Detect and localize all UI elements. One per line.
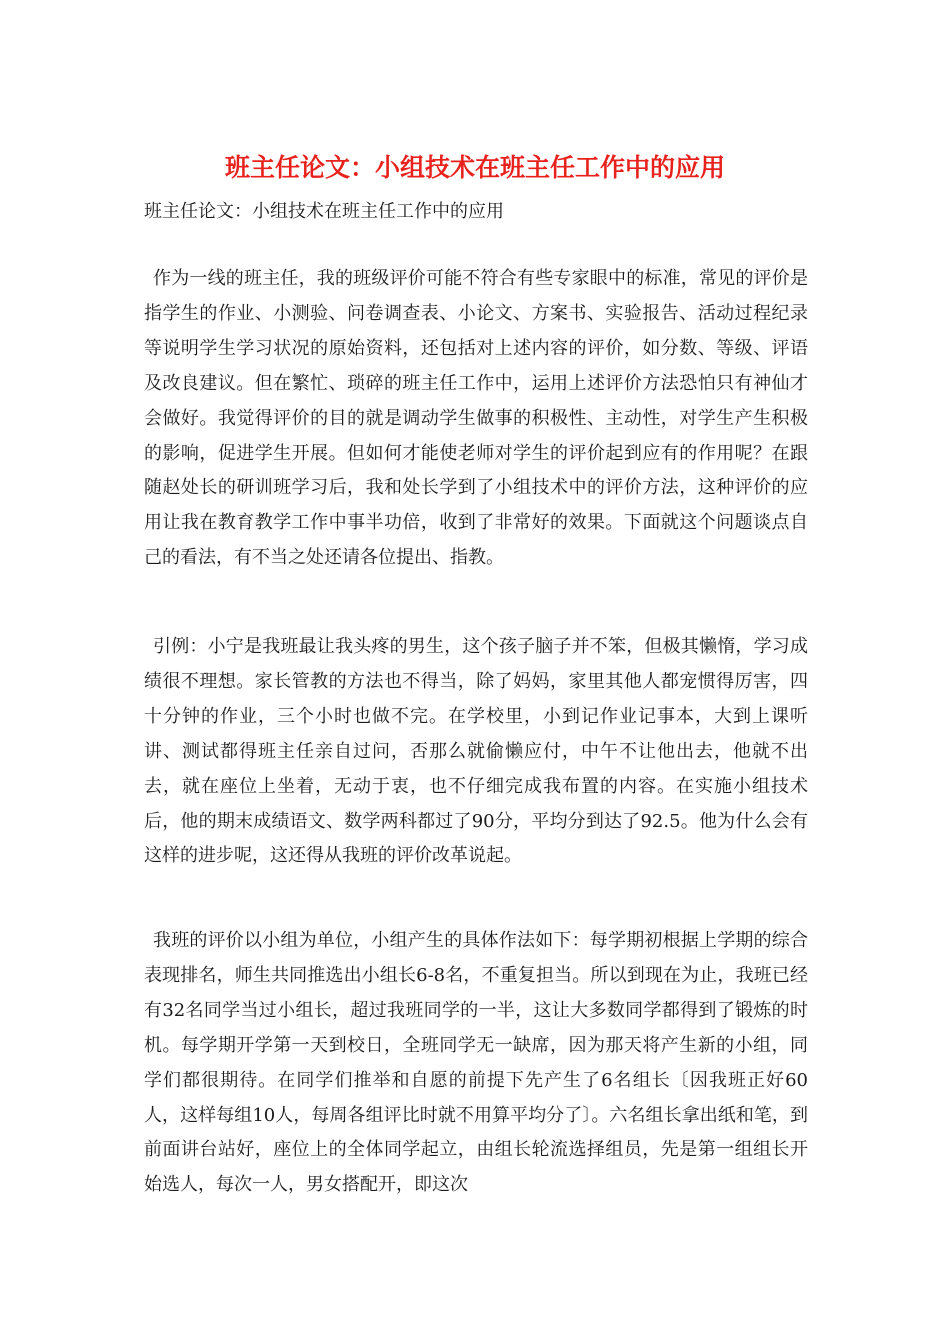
body-paragraph: 我班的评价以小组为单位，小组产生的具体作法如下：每学期初根据上学期的综合表现排名，师生共同推选出小组长6-8名，不重复担当。所以到现在为止，我班已经有32名同学当过小组长，超过我班同学的一半，这让大多数同学都得到了锻炼的时机。每学期开学第一天到校日，全班同学无一缺席，因为那天将产生新的小组，同学们都很期待。在同学们推举和自愿的前提下先产生了6名组长〔因我班正好60人，这样每组10人，每周各组评比时就不用算平均分了〕。六名组长拿出纸和笔，到前面讲台站好，座位上的全体同学起立，由组长轮流选择组员，先是第一组组长开始选人，每次一人，男女搭配开，即这次 [144,930,808,1196]
document-title: 班主任论文：小组技术在班主任工作中的应用 [224,153,725,182]
body-paragraph: 引例：小宁是我班最让我头疼的男生，这个孩子脑子并不笨，但极其懒惰，学习成绩很不理想。家长管教的方法也不得当，除了妈妈，家里其他人都宠惯得厉害，四十分钟的作业，三个小时也做不完。在学校里，小到记作业记事本，大到上课听讲、测试都得班主任亲自过问，否那么就偷懒应付，中午不让他出去，他就不出去，就在座位上坐着，无动于衷，也不仔细完成我布置的内容。在实施小组技术后，他的期末成绩语文、数学两科都过了90分，平均分到达了92.5。他为什么会有这样的进步呢，这还得从我班的评价改革说起。 [144,636,808,867]
body-paragraph: 作为一线的班主任，我的班级评价可能不符合有些专家眼中的标准，常见的评价是指学生的作业、小测验、问卷调查表、小论文、方案书、实验报告、活动过程纪录等说明学生学习状况的原始资料，还包括对上述内容的评价，如分数、等级、评语及改良建议。但在繁忙、琐碎的班主任工作中，运用上述评价方法恐怕只有神仙才会做好。我觉得评价的目的就是调动学生做事的积极性、主动性，对学生产生积极的影响，促进学生开展。但如何才能使老师对学生的评价起到应有的作用呢？在跟随赵处长的研训班学习后，我和处长学到了小组技术中的评价方法，这种评价的应用让我在教育教学工作中事半功倍，收到了非常好的效果。下面就这个问题谈点自己的看法，有不当之处还请各位提出、指教。 [144,268,808,569]
document-subtitle: 班主任论文：小组技术在班主任工作中的应用 [144,201,504,222]
